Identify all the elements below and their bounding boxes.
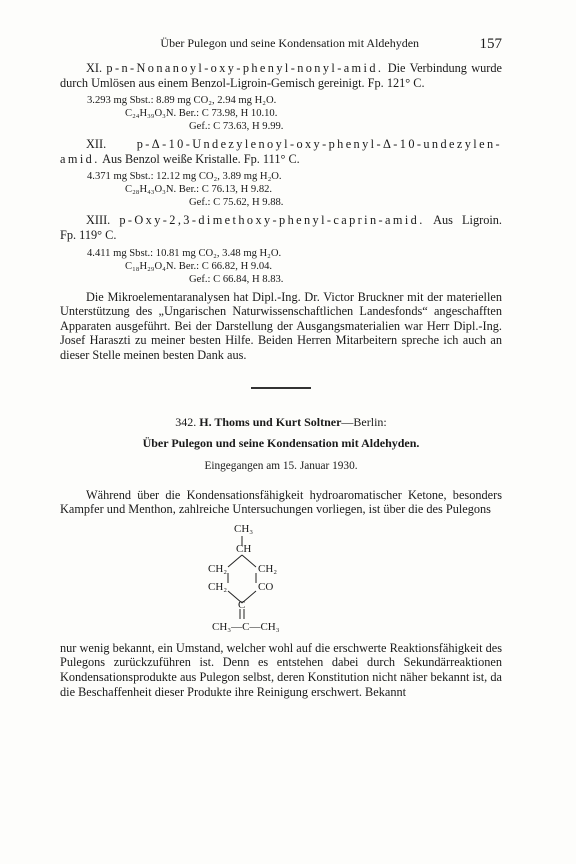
structure-ch2-left-top: CH₂: [208, 562, 228, 575]
structure-isopropylidene: CH₃—C—CH₃: [212, 620, 280, 633]
compound-xii: [60, 137, 502, 166]
analysis-xi: [87, 94, 502, 133]
article-title-block: [60, 436, 502, 451]
article-number: 342.: [175, 414, 197, 429]
article-paragraph-2: nur wenig bekannt, ein Umstand, welcher wohl auf die erschwerte Reaktionsfähigkeit des Pulegons zurückzuführen ist. Denn es entstehen dabei durch Sekundärreaktionen Kondensationsprodukte aus Pulegon selbst, deren Konstitution nicht näher bekannt ist, da die Beschaffenheit dieser Produkte ihre Reinigung erschwert. Bekannt: [60, 640, 502, 699]
page: [60, 36, 502, 699]
structure-ch2-right-top: CH₂: [258, 562, 278, 575]
pulegon-structure: [208, 521, 358, 635]
acknowledgement: Die Mikroelementaranalysen hat Dipl.-Ing. Dr. Victor Bruckner mit der materiellen Unterstützung des „Ungarischen Naturwissenschaftlichen Landesfonds“ angeschafften Apparaten ausgeführt. Bei der Darstellung der Ausgangsmaterialien war Herr Dipl.-Ing. Josef Haraszti zu meiner besten Hilfe. Beiden Herren Mitarbeitern spreche ich auch an dieser Stelle meinen besten Dank aus.: [60, 289, 502, 362]
analysis-calculated: Ber.: C 76.13, H 9.82.: [178, 184, 273, 196]
analysis-found: Gef.: C 75.62, H 9.88.: [189, 197, 284, 209]
structure-bonds: [208, 521, 358, 635]
compound-description: Aus Ligroin. Fp. 119° C.: [60, 213, 502, 242]
compound-number: XII.: [86, 137, 107, 152]
structure-ch3-top: CH₃: [234, 522, 254, 535]
article-title: Über Pulegon und seine Kondensation mit Aldehyden.: [142, 435, 420, 450]
article-paragraph-1: Während über die Kondensationsfähigkeit hydroaromatischer Ketone, besonders Kampfer und Menthon, zahlreiche Untersuchungen vorliegen, ist über die des Pulegons: [60, 487, 502, 517]
compound-name: p-n-Nonanoyl-oxy-phenyl-nonyl-amid.: [106, 61, 384, 75]
analysis-calculated: Ber.: C 66.82, H 9.04.: [178, 260, 273, 272]
analysis-formula: C₁₈H₂₉O₄N.: [125, 260, 177, 272]
section-divider: [251, 387, 311, 389]
analysis-xii: [87, 170, 502, 209]
compound-number: XI.: [86, 61, 103, 75]
article-city: —Berlin:: [341, 414, 387, 429]
compound-xiii: [60, 213, 502, 242]
compound-number: XIII.: [86, 213, 111, 228]
structure-ch: CH: [236, 542, 252, 555]
analysis-sample: 4.371 mg Sbst.: 12.12 mg CO₂, 3.89 mg H₂O.: [87, 171, 282, 183]
compound-name: p-Δ-10-Undezylenoyl-oxy-phenyl-Δ-10-undezylen-amid.: [60, 137, 502, 166]
article-authors: H. Thoms und Kurt Soltner: [199, 414, 342, 429]
analysis-sample: 4.411 mg Sbst.: 10.81 mg CO₂, 3.48 mg H₂O.: [87, 247, 282, 259]
structure-ch2-left-bottom: CH₂: [208, 580, 228, 593]
structure-c: C: [238, 598, 246, 611]
compound-xi: [60, 61, 502, 90]
compound-description: Die Verbindung wurde durch Umlösen aus einem Benzol-Ligroin-Gemisch gereinigt. Fp. 121° C.: [60, 61, 503, 90]
analysis-found: Gef.: C 66.84, H 8.83.: [189, 273, 284, 285]
structure-co: CO: [258, 580, 274, 593]
analysis-xiii: [87, 247, 502, 286]
analysis-found: Gef.: C 73.63, H 9.99.: [189, 121, 284, 133]
analysis-formula: C₂₄H₃₉O₃N.: [125, 108, 177, 120]
article-heading: [60, 415, 502, 430]
analysis-formula: C₂₈H₄₃O₃N.: [125, 184, 177, 196]
compound-name: p-Oxy-2,3-dimethoxy-phenyl-caprin-amid.: [119, 213, 425, 228]
analysis-sample: 3.293 mg Sbst.: 8.89 mg CO₂, 2.94 mg H₂O.: [87, 95, 277, 107]
running-title: Über Pulegon und seine Kondensation mit Aldehyden: [160, 36, 420, 50]
running-header: [60, 36, 502, 53]
article-received: Eingegangen am 15. Januar 1930.: [204, 459, 358, 472]
compound-description: Aus Benzol weiße Kristalle. Fp. 111° C.: [102, 151, 300, 166]
analysis-calculated: Ber.: C 73.98, H 10.10.: [178, 108, 278, 120]
page-number: 157: [479, 36, 502, 52]
